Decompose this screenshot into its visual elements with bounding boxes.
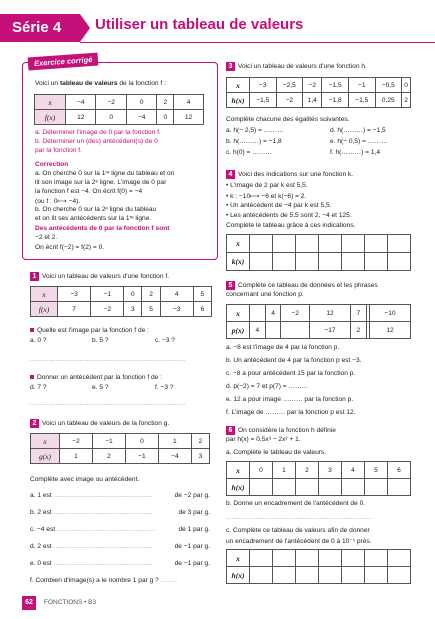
ex1-q2b: e. 5 ? — [92, 384, 109, 391]
ex5-title: 5 Complète ce tableau de données et les phrases — [226, 281, 378, 290]
correction-line: On écrit f(−2) = f(2) = 0. — [35, 244, 105, 251]
correction-line: lit son image sur la 2ᵉ ligne. L'image de 0 par — [35, 179, 167, 186]
page-footer — [0, 596, 435, 619]
ex6-title2: par h(x) = 0,5x³ − 2x² + 1. — [226, 436, 301, 443]
ex1-q1c: c. −3 ? — [155, 337, 175, 344]
ex3-a[interactable]: a. h(− 2,5) = ……… — [226, 127, 284, 134]
ex2-item[interactable]: a. 1 est ...................................................... de −2 par g. — [30, 492, 210, 499]
answer-line[interactable]: ..................................................................................... — [30, 400, 186, 407]
correction-line: a. On cherche 0 sur la 1ʳᵉ ligne du tableau et on — [35, 170, 175, 177]
ex3-e[interactable]: e. h(− 0,5) = ……… — [330, 138, 388, 145]
ex2-item[interactable]: b. 2 est ...................................................... de 3 par g. — [30, 509, 210, 516]
ex4-bullet: • Les antécédents de 5,5 sont 2, −4 et 125. — [226, 212, 352, 219]
ex1-q1b: b. 5 ? — [92, 337, 109, 344]
page-title: Utiliser un tableau de valeurs — [95, 16, 304, 33]
ex1-q2c: f. −3 ? — [155, 384, 174, 391]
ex4-end: Complète le tableau grâce à ces indications. — [226, 222, 356, 229]
correction-line: Des antécédents de 0 par la fonction f sont — [35, 225, 170, 232]
header-rule — [80, 42, 435, 43]
page-header — [0, 0, 435, 44]
correction-line: b. On cherche 0 sur la 2ᵉ ligne du tableau — [35, 206, 157, 213]
ex2-intro: Complète avec image ou antécédent. — [30, 476, 140, 483]
ex2-title: 2 Voici un tableau de valeurs de la fonction g. — [30, 419, 169, 428]
ex6-c2: un encadrement de l'antécédent de 0 à 10⁻¹ près. — [226, 538, 372, 545]
ex6-b: b. Donne un encadrement de l'antécédent de 0. — [226, 500, 366, 507]
footer-text: FONCTIONS • B3 — [44, 599, 97, 606]
corrige-intro: Voici un tableau de valeurs de la fonction f : — [35, 80, 166, 87]
ex1-q1: Quelle est l'image par la fonction f de : — [30, 327, 149, 334]
corrige-qb1: b. Déterminer un (des) antécédent(s) de 0 — [35, 138, 158, 145]
ex5-a: a. −8 est l'image de 4 par la fonction p. — [226, 344, 340, 351]
serie-tab: Série 4 — [0, 14, 80, 42]
correction-line: et on lit ses antécédents sur la 1ʳᵉ ligne. — [35, 215, 152, 222]
ex1-table: x −3 −1 0 2 4 5 f(x) 7 −2 3 5 −3 6 — [30, 286, 212, 317]
ex2-item[interactable]: c. −4 est ...................................................... de 1 par g. — [30, 526, 210, 533]
corrige-qb2: par la fonction f. — [35, 147, 82, 154]
ex2-f: f. Combien d'image(s) a le nombre 1 par g ? ......... — [30, 577, 178, 584]
ex5-e[interactable]: e. 12 a pour image ……… par la fonction p. — [226, 396, 354, 403]
ex4-bullet: • k : −10⟼ −6 et k(−6) = 2. — [226, 193, 307, 200]
ex3-title: 3 Voici un tableau de valeurs d'une fonction h. — [226, 62, 367, 71]
ex3-intro: Complète chacune des égalités suivantes. — [226, 116, 350, 123]
correction-line: (ou f : 0⟼ −4). — [35, 198, 81, 205]
ex2-item[interactable]: d. 2 est ...................................................... de −1 par g. — [30, 543, 210, 550]
ex1-title: 1 Voici un tableau de valeurs d'une fonction f. — [30, 272, 169, 281]
ex3-f[interactable]: f. h(………) = 1,4 — [330, 149, 381, 156]
ex4-bullet: • Un antécédent de −4 par k est 5,5. — [226, 202, 332, 209]
ex2-item[interactable]: e. 0 est ...................................................... de −1 par g. — [30, 560, 210, 567]
ex1-q2a: d. 7 ? — [30, 384, 47, 391]
ex6-a: a. Complète le tableau de valeurs. — [226, 449, 327, 456]
ex1-q2: Donner un antécédent par la fonction f de : — [30, 374, 162, 381]
corrige-label: Exercice corrigé — [28, 53, 99, 71]
answer-line[interactable]: ................................................................................ — [226, 514, 373, 521]
ex5-f[interactable]: f. L'image de ……… par la fonction p est 12. — [226, 409, 356, 416]
ex3-c[interactable]: c. h(0) = ……… — [226, 149, 272, 156]
correction-heading: Correction — [35, 161, 69, 168]
ex5-title2: concernant une fonction p. — [226, 291, 304, 298]
page-number: 62 — [22, 596, 36, 610]
ex5-c: c. −8 a pour antécédent 15 par la fonction p. — [226, 370, 356, 377]
ex6-table[interactable]: x 0 1 2 3 4 5 6 h(x) — [226, 461, 411, 496]
ex4-table[interactable]: x k(x) — [226, 234, 411, 271]
ex6-table2[interactable]: x h(x) — [226, 549, 411, 584]
ex5-d[interactable]: d. p(−2) = 7 et p(7) = ……… — [226, 383, 309, 390]
correction-line: la fonction f est −4. On écrit f(0) = −4 — [35, 188, 143, 195]
ex5-b: b. Un antécédent de 4 par la fonction p est −3. — [226, 357, 362, 364]
ex2-table: x −2 −1 0 1 2 g(x) 1 2 −1 −4 3 — [30, 433, 210, 464]
corrige-table: x −4 −2 0 2 4 f(x) 12 0 −4 0 12 — [34, 94, 204, 125]
ex5-table[interactable]: x 4 −2 12 7 −10 p(x) 4 −17 2 12 — [226, 304, 411, 339]
ex1-q1a: a. 0 ? — [30, 337, 47, 344]
ex4-bullet: • L'image de 2 par k est 5,5. — [226, 182, 308, 189]
corrige-qa: a. Déterminer l'image de 0 par la fonction f. — [35, 129, 161, 136]
ex6-c1: c. Complète ce tableau de valeurs afin de donner — [226, 527, 370, 534]
ex3-d[interactable]: d. h(………) = −1,5 — [330, 127, 386, 134]
answer-line[interactable]: ..................................................................................... — [30, 356, 186, 363]
ex4-title: 4 Voici des indications sur une fonction k. — [226, 170, 353, 179]
correction-line: −2 et 2. — [35, 234, 58, 241]
ex3-b[interactable]: b. h(………) = −1,8 — [226, 138, 282, 145]
ex6-title: 6 On considère la fonction h définie — [226, 426, 336, 435]
ex3-table: x −3 −2,5 −2 −1,5 −1 −0,5 0 h(x) −1,5 −2 1,4 −1,8 −1,5 0,25 2 — [226, 77, 411, 108]
